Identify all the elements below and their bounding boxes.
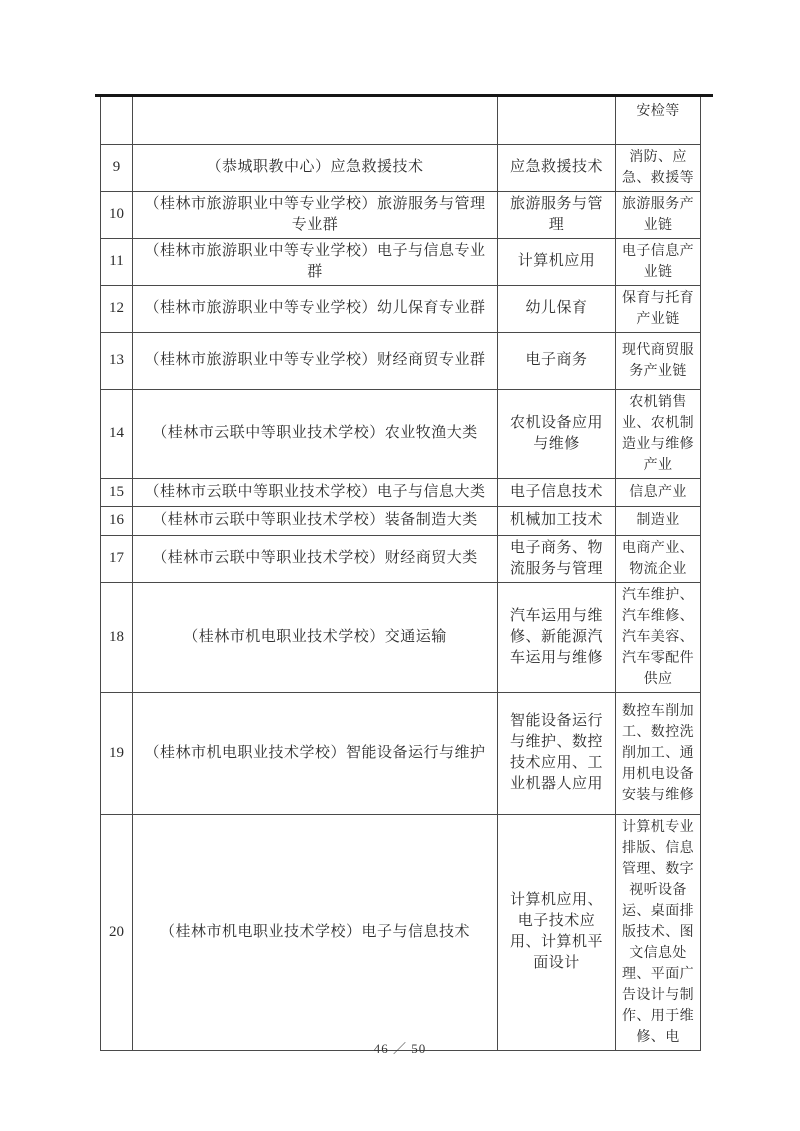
cell-num: 10 — [101, 191, 133, 238]
cell-num: 16 — [101, 506, 133, 535]
cell-num: 13 — [101, 332, 133, 389]
cell-major: 农机设备应用与维修 — [498, 389, 616, 478]
table-row — [101, 389, 701, 478]
cell-school — [133, 97, 498, 144]
table-row — [101, 814, 701, 1050]
cell-industry: 保育与托育产业链 — [616, 285, 701, 332]
table-row — [101, 692, 701, 814]
cell-industry: 计算机专业排版、信息管理、数字视听设备运、桌面排版技术、图文信息处理、平面广告设计与制作、用于维修、电 — [616, 814, 701, 1050]
cell-school: （桂林市机电职业技术学校）电子与信息技术 — [133, 814, 498, 1050]
cell-industry: 信息产业 — [616, 478, 701, 506]
cell-industry: 消防、应急、救援等 — [616, 144, 701, 191]
cell-school: （桂林市机电职业技术学校）交通运输 — [133, 582, 498, 692]
cell-industry: 安检等 — [616, 97, 701, 144]
cell-industry: 现代商贸服务产业链 — [616, 332, 701, 389]
cell-major: 应急救援技术 — [498, 144, 616, 191]
cell-num — [101, 97, 133, 144]
cell-industry: 农机销售业、农机制造业与维修产业 — [616, 389, 701, 478]
cell-major: 电子商务、物流服务与管理 — [498, 535, 616, 582]
cell-industry: 电子信息产业链 — [616, 238, 701, 285]
cell-industry: 汽车维护、汽车维修、汽车美容、汽车零配件供应 — [616, 582, 701, 692]
cell-major: 智能设备运行与维护、数控技术应用、工业机器人应用 — [498, 692, 616, 814]
page-number: 46 ／ 50 — [373, 1041, 427, 1056]
table-row — [101, 144, 701, 191]
cell-major: 旅游服务与管理 — [498, 191, 616, 238]
cell-school: （桂林市旅游职业中等专业学校）电子与信息专业群 — [133, 238, 498, 285]
table-row — [101, 506, 701, 535]
cell-major — [498, 97, 616, 144]
cell-school: （恭城职教中心）应急救援技术 — [133, 144, 498, 191]
cell-major: 计算机应用、电子技术应用、计算机平面设计 — [498, 814, 616, 1050]
cell-school: （桂林市旅游职业中等专业学校）旅游服务与管理专业群 — [133, 191, 498, 238]
cell-num: 11 — [101, 238, 133, 285]
cell-industry: 旅游服务产业链 — [616, 191, 701, 238]
cell-school: （桂林市云联中等职业技术学校）农业牧渔大类 — [133, 389, 498, 478]
table-row — [101, 238, 701, 285]
table-row — [101, 478, 701, 506]
table-row — [101, 285, 701, 332]
cell-num: 20 — [101, 814, 133, 1050]
cell-major: 计算机应用 — [498, 238, 616, 285]
table-row — [101, 97, 701, 144]
cell-num: 17 — [101, 535, 133, 582]
table-row — [101, 191, 701, 238]
cell-num: 14 — [101, 389, 133, 478]
cell-school: （桂林市机电职业技术学校）智能设备运行与维护 — [133, 692, 498, 814]
cell-num: 18 — [101, 582, 133, 692]
cell-industry: 数控车削加工、数控洗削加工、通用机电设备安装与维修 — [616, 692, 701, 814]
majors-table — [100, 97, 701, 1051]
cell-num: 12 — [101, 285, 133, 332]
cell-industry: 电商产业、物流企业 — [616, 535, 701, 582]
cell-major: 电子商务 — [498, 332, 616, 389]
cell-major: 电子信息技术 — [498, 478, 616, 506]
table-body — [101, 97, 701, 1050]
cell-school: （桂林市云联中等职业技术学校）电子与信息大类 — [133, 478, 498, 506]
table-row — [101, 582, 701, 692]
table-row — [101, 332, 701, 389]
cell-num: 15 — [101, 478, 133, 506]
cell-school: （桂林市旅游职业中等专业学校）财经商贸专业群 — [133, 332, 498, 389]
cell-school: （桂林市云联中等职业技术学校）财经商贸大类 — [133, 535, 498, 582]
cell-num: 9 — [101, 144, 133, 191]
cell-major: 机械加工技术 — [498, 506, 616, 535]
cell-industry: 制造业 — [616, 506, 701, 535]
cell-num: 19 — [101, 692, 133, 814]
table-row — [101, 535, 701, 582]
cell-school: （桂林市旅游职业中等专业学校）幼儿保育专业群 — [133, 285, 498, 332]
cell-major: 幼儿保育 — [498, 285, 616, 332]
cell-major: 汽车运用与维修、新能源汽车运用与维修 — [498, 582, 616, 692]
cell-school: （桂林市云联中等职业技术学校）装备制造大类 — [133, 506, 498, 535]
